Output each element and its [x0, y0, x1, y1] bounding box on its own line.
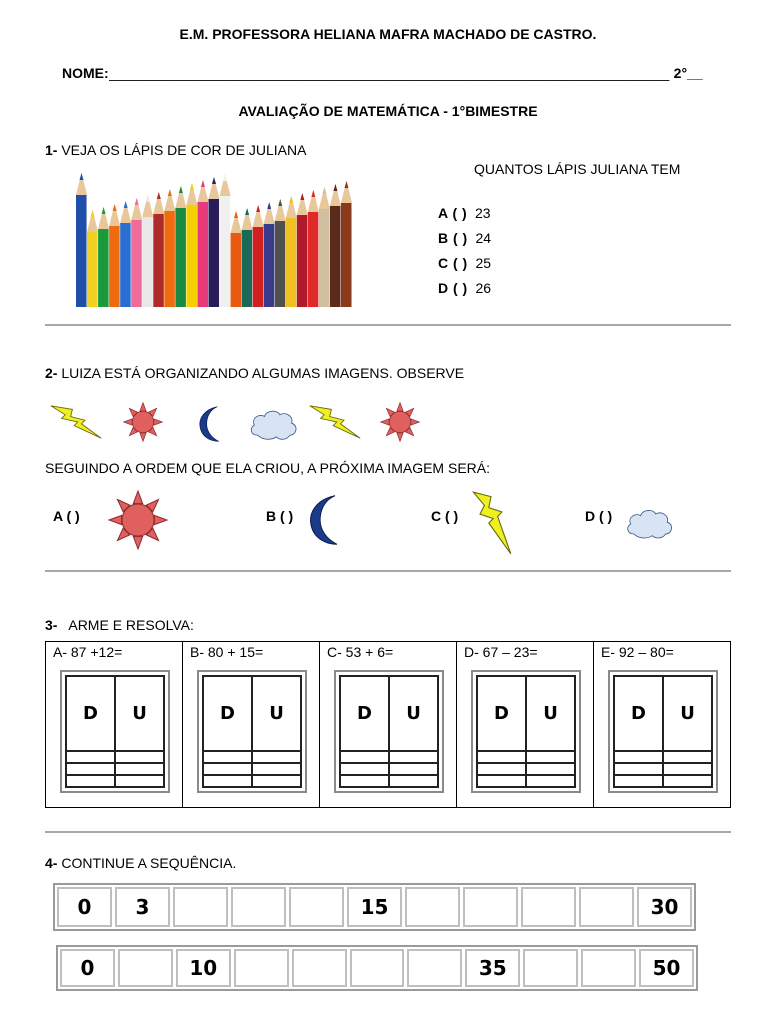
tens-header: D: [203, 676, 252, 751]
cloud-icon: [244, 408, 302, 447]
exercise-cell: [320, 642, 457, 807]
du-row: [203, 751, 301, 763]
exercise-cell: [457, 642, 594, 807]
du-row: [66, 751, 164, 763]
pencil: [253, 205, 264, 307]
sequence-cell[interactable]: [579, 887, 634, 927]
tens-cell[interactable]: [614, 751, 663, 763]
pencil: [98, 207, 109, 307]
tens-header: D: [340, 676, 389, 751]
q2-prompt-text: LUIZA ESTÁ ORGANIZANDO ALGUMAS IMAGENS. OBSERVE: [61, 365, 465, 381]
du-header-row: [477, 676, 575, 751]
tens-cell[interactable]: [203, 763, 252, 775]
du-row: [477, 763, 575, 775]
q1-option[interactable]: [438, 255, 491, 271]
du-row: [203, 775, 301, 787]
tens-cell[interactable]: [477, 751, 526, 763]
sequence-cell[interactable]: [407, 949, 462, 987]
tens-cell[interactable]: [340, 751, 389, 763]
units-cell[interactable]: [389, 775, 438, 787]
pencil: [109, 204, 120, 307]
sequence-cell[interactable]: [405, 887, 460, 927]
du-row: [66, 775, 164, 787]
colored-pencils-image: [76, 165, 352, 307]
sequence-cell[interactable]: [581, 949, 636, 987]
tens-header: D: [66, 676, 115, 751]
sequence-row-1: [53, 883, 696, 931]
units-cell[interactable]: [526, 763, 575, 775]
units-cell[interactable]: [252, 763, 301, 775]
sequence-cell: 50: [639, 949, 694, 987]
pencil: [120, 201, 131, 307]
du-row: [477, 775, 575, 787]
units-cell[interactable]: [115, 751, 164, 763]
name-label: NOME:: [62, 65, 109, 81]
du-header-row: [340, 676, 438, 751]
tens-cell[interactable]: [340, 763, 389, 775]
pencil: [208, 177, 219, 307]
tens-cell[interactable]: [66, 751, 115, 763]
sequence-cell: 35: [465, 949, 520, 987]
tens-cell[interactable]: [477, 775, 526, 787]
sequence-cell: 3: [115, 887, 170, 927]
sun-icon: [108, 490, 168, 555]
sequence-cell: 15: [347, 887, 402, 927]
tens-cell[interactable]: [614, 775, 663, 787]
units-cell[interactable]: [663, 775, 712, 787]
pencil: [175, 186, 186, 307]
du-row: [340, 751, 438, 763]
units-cell[interactable]: [389, 763, 438, 775]
pencil: [242, 208, 253, 307]
tens-header: D: [614, 676, 663, 751]
option-value: 25: [475, 255, 492, 271]
q2-prompt: [45, 365, 464, 381]
du-row: [614, 751, 712, 763]
du-grid: [197, 670, 307, 793]
units-cell[interactable]: [663, 763, 712, 775]
pencil: [186, 183, 197, 307]
du-row: [614, 763, 712, 775]
units-cell[interactable]: [115, 775, 164, 787]
units-cell[interactable]: [663, 751, 712, 763]
units-header: U: [389, 676, 438, 751]
option-letter: C ( ): [438, 255, 468, 271]
q1-number: 1-: [45, 142, 58, 158]
tens-cell[interactable]: [340, 775, 389, 787]
units-header: U: [252, 676, 301, 751]
sequence-cell[interactable]: [463, 887, 518, 927]
du-row: [614, 775, 712, 787]
du-row: [66, 763, 164, 775]
units-cell[interactable]: [526, 751, 575, 763]
units-cell[interactable]: [252, 775, 301, 787]
q2-option-label[interactable]: A ( ): [53, 508, 80, 524]
q1-prompt-text: VEJA OS LÁPIS DE COR DE JULIANA: [61, 142, 307, 158]
exercise-cell: [183, 642, 320, 807]
option-value: 24: [475, 230, 492, 246]
q2-number: 2-: [45, 365, 58, 381]
sequence-cell[interactable]: [350, 949, 405, 987]
tens-cell[interactable]: [66, 763, 115, 775]
pencil: [275, 199, 286, 307]
sequence-cell[interactable]: [523, 949, 578, 987]
sequence-cell[interactable]: [231, 887, 286, 927]
units-header: U: [115, 676, 164, 751]
divider: [45, 570, 731, 572]
pencil: [308, 190, 319, 307]
exercise-label: D- 67 – 23=: [464, 644, 538, 660]
sequence-row-2: [56, 945, 698, 991]
du-header-row: [66, 676, 164, 751]
q1-option[interactable]: [438, 230, 491, 246]
grade-label: 2°__: [673, 65, 703, 81]
sun-icon: [108, 402, 178, 447]
pencil: [142, 195, 153, 307]
sun-icon: [365, 402, 435, 447]
pencil: [220, 174, 231, 307]
cloud-icon: [624, 500, 674, 553]
exercise-label: E- 92 – 80=: [601, 644, 674, 660]
q2-question: SEGUINDO A ORDEM QUE ELA CRIOU, A PRÓXIMA IMAGEM SERÁ:: [45, 460, 490, 476]
q3-exercises-table: [45, 641, 731, 808]
units-header: U: [526, 676, 575, 751]
moon-icon: [302, 492, 342, 553]
pencil: [197, 180, 208, 307]
pencil: [264, 202, 275, 307]
pencil: [297, 193, 308, 307]
tens-cell[interactable]: [66, 775, 115, 787]
tens-cell[interactable]: [477, 763, 526, 775]
q1-option[interactable]: [438, 205, 491, 221]
pencil: [341, 181, 352, 307]
tens-cell[interactable]: [203, 775, 252, 787]
du-row: [340, 763, 438, 775]
exercise-cell: [594, 642, 730, 807]
tens-cell[interactable]: [614, 763, 663, 775]
exercise-label: C- 53 + 6=: [327, 644, 394, 660]
units-cell[interactable]: [526, 775, 575, 787]
sequence-cell: 30: [637, 887, 692, 927]
du-row: [477, 751, 575, 763]
sequence-cell[interactable]: [289, 887, 344, 927]
du-header-row: [203, 676, 301, 751]
option-letter: D ( ): [438, 280, 468, 296]
q3-number: 3-: [45, 617, 58, 633]
exercise-label: A- 87 +12=: [53, 644, 123, 660]
q1-prompt: [45, 142, 306, 158]
units-cell[interactable]: [389, 751, 438, 763]
q1-question: QUANTOS LÁPIS JULIANA TEM: [474, 161, 681, 177]
pencil: [330, 184, 341, 307]
pencil: [164, 189, 175, 307]
exercise-cell: [46, 642, 183, 807]
sequence-cell: 0: [57, 887, 112, 927]
lightning-icon: [307, 404, 363, 445]
du-grid: [334, 670, 444, 793]
sequence-cell[interactable]: [292, 949, 347, 987]
tens-cell[interactable]: [203, 751, 252, 763]
moon-icon: [185, 404, 231, 449]
sequence-cell[interactable]: [234, 949, 289, 987]
q2-option-label[interactable]: D ( ): [585, 508, 613, 524]
school-name: E.M. PROFESSORA HELIANA MAFRA MACHADO DE CASTRO.: [179, 26, 597, 42]
pencil: [131, 198, 142, 307]
pencil: [87, 210, 98, 307]
divider: [45, 324, 731, 326]
pencil: [319, 187, 330, 307]
option-letter: A ( ): [438, 205, 468, 221]
tens-header: D: [477, 676, 526, 751]
q3-prompt: [45, 617, 194, 633]
sequence-cell: 10: [176, 949, 231, 987]
pencil: [286, 196, 297, 307]
pencil: [153, 192, 164, 307]
pencil: [231, 211, 242, 307]
sequence-cell[interactable]: [118, 949, 173, 987]
exam-title: AVALIAÇÃO DE MATEMÁTICA - 1°BIMESTRE: [238, 103, 538, 119]
name-line: ________________________________________________________________________: [108, 65, 670, 81]
q1-option[interactable]: [438, 280, 491, 296]
sequence-cell[interactable]: [521, 887, 576, 927]
lightning-icon: [463, 490, 519, 561]
du-row: [203, 763, 301, 775]
q2-option-label[interactable]: C ( ): [431, 508, 459, 524]
divider: [45, 831, 731, 833]
option-letter: B ( ): [438, 230, 468, 246]
q4-prompt: [45, 855, 236, 871]
lightning-icon: [48, 404, 104, 445]
q3-prompt-text: ARME E RESOLVA:: [68, 617, 194, 633]
pencil: [76, 173, 87, 307]
exercise-label: B- 80 + 15=: [190, 644, 264, 660]
units-cell[interactable]: [115, 763, 164, 775]
name-field[interactable]: [62, 65, 703, 81]
option-value: 23: [474, 205, 491, 221]
q4-prompt-text: CONTINUE A SEQUÊNCIA.: [61, 855, 237, 871]
du-grid: [60, 670, 170, 793]
units-cell[interactable]: [252, 751, 301, 763]
q2-option-label[interactable]: B ( ): [266, 508, 294, 524]
q4-number: 4-: [45, 855, 58, 871]
du-row: [340, 775, 438, 787]
du-grid: [608, 670, 718, 793]
sequence-cell: 0: [60, 949, 115, 987]
units-header: U: [663, 676, 712, 751]
du-header-row: [614, 676, 712, 751]
du-grid: [471, 670, 581, 793]
sequence-cell[interactable]: [173, 887, 228, 927]
option-value: 26: [475, 280, 492, 296]
